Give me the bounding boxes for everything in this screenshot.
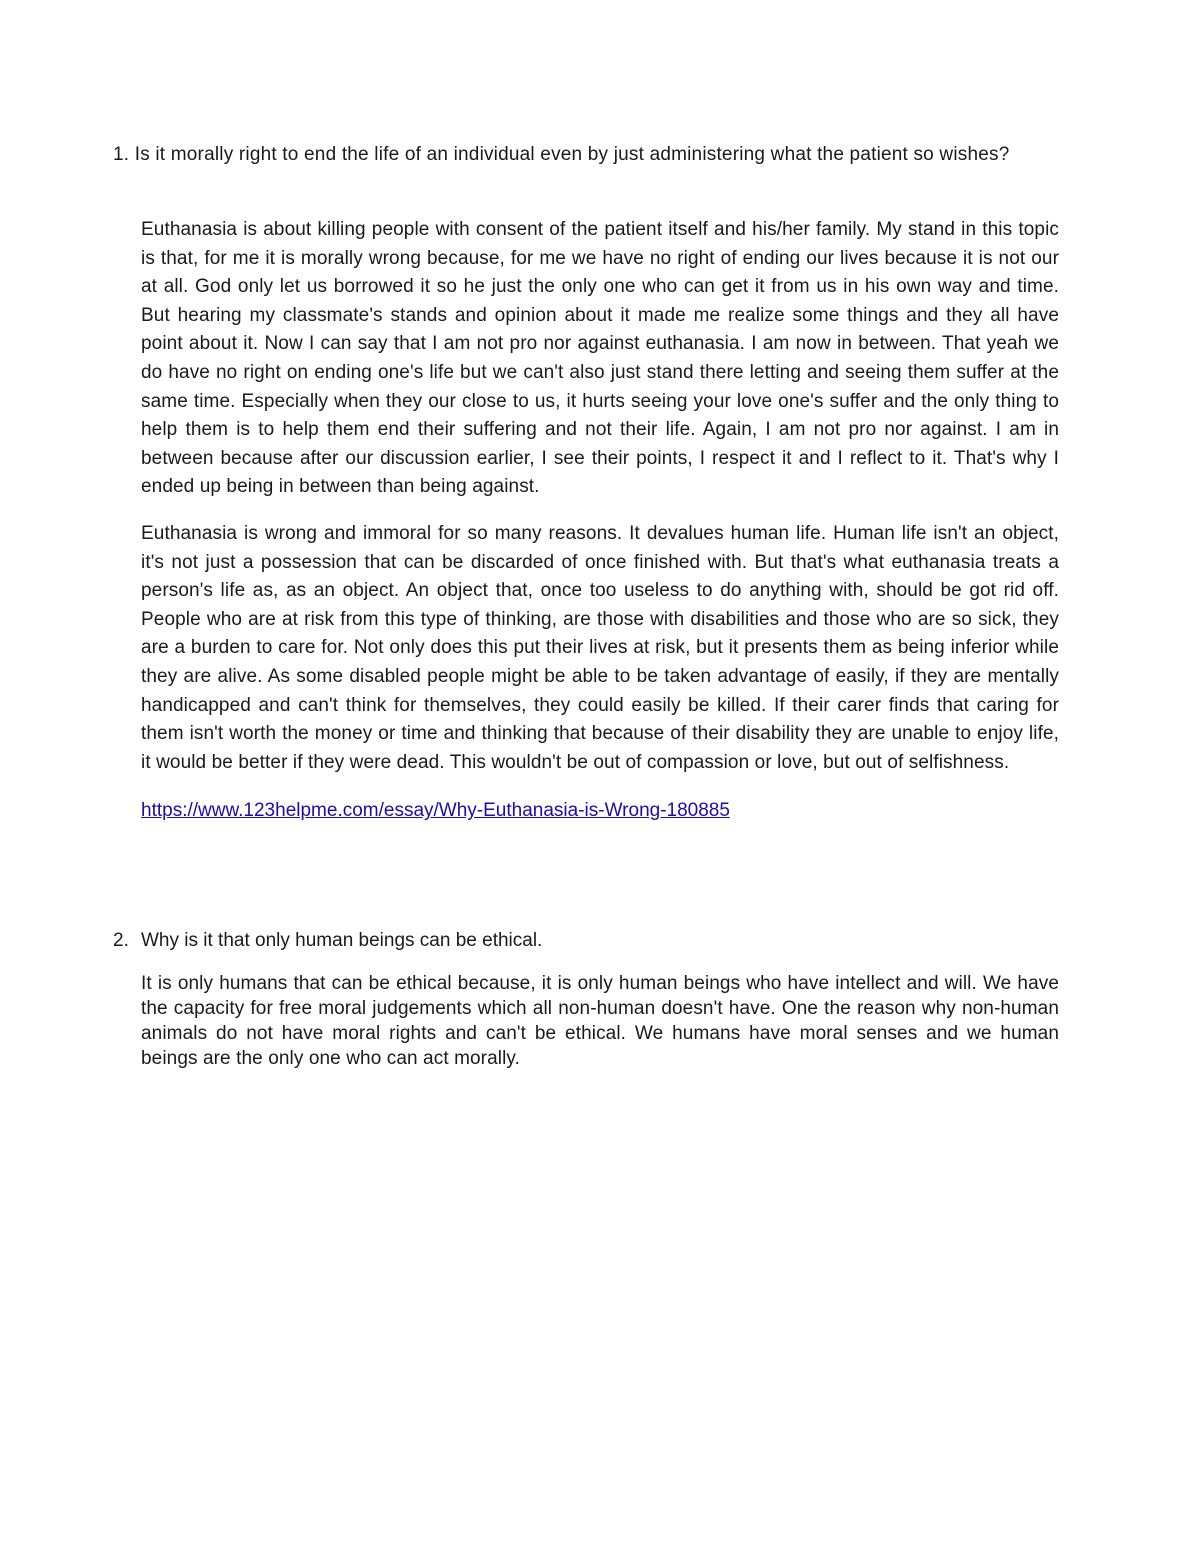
question-2-text: Why is it that only human beings can be ethical. (141, 930, 543, 951)
answer-paragraph-3: It is only humans that can be ethical because, it is only human beings who have intellect and will. We have the capacity for free moral judgements which all non-human doesn't have. One the reason why non-human animals do not have moral rights and can't be ethical. We humans have moral senses and we human beings are the only one who can act morally. (141, 973, 1059, 1069)
question-2-heading (113, 927, 1059, 955)
answer-paragraph-1: Euthanasia is about killing people with consent of the patient itself and his/her family. My stand in this topic is that, for me it is morally wrong because, for me we have no right of ending our lives because it is not our at all. God only let us borrowed it so he just the only one who can get it from us in his own way and time. But hearing my classmate's stands and opinion about it made me realize some things and they all have point about it. Now I can say that I am not pro nor against euthanasia. I am now in between. That yeah we do have no right on ending one's life but we can't also just stand there letting and seeing them suffer at the same time. Especially when they our close to us, it hurts seeing your love one's suffer and the only thing to help them is to help them end their suffering and not their life. Again, I am not pro nor against. I am in between because after our discussion earlier, I see their points, I respect it and I reflect to it. That's why I ended up being in between than being against. (141, 219, 1059, 498)
question-2-answer (141, 971, 1059, 1071)
question-1-answer (141, 216, 1059, 825)
question-2-number: 2. (113, 930, 129, 951)
question-1-heading: 1. Is it morally right to end the life of an individual even by just administering what the patient so wishes? (113, 144, 1010, 165)
answer-paragraph-2: Euthanasia is wrong and immoral for so many reasons. It devalues human life. Human life isn't an object, it's not just a possession that can be discarded of once finished with. But that's what euthanasia treats a person's life as, as an object. An object that, once too useless to do anything with, should be got rid off. People who are at risk from this type of thinking, are those with disabilities and those who are so sick, they are a burden to care for. Not only does this put their lives at risk, but it presents them as being inferior while they are alive. As some disabled people might be able to be taken advantage of easily, if they are mentally handicapped and can't think for themselves, they could easily be killed. If their carer finds that caring for them isn't worth the money or time and thinking that because of their disability they are unable to enjoy life, it would be better if they were dead. This wouldn't be out of compassion or love, but out of selfishness. (141, 522, 1059, 773)
source-link[interactable]: https://www.123helpme.com/essay/Why-Euthanasia-is-Wrong-180885 (141, 800, 730, 822)
